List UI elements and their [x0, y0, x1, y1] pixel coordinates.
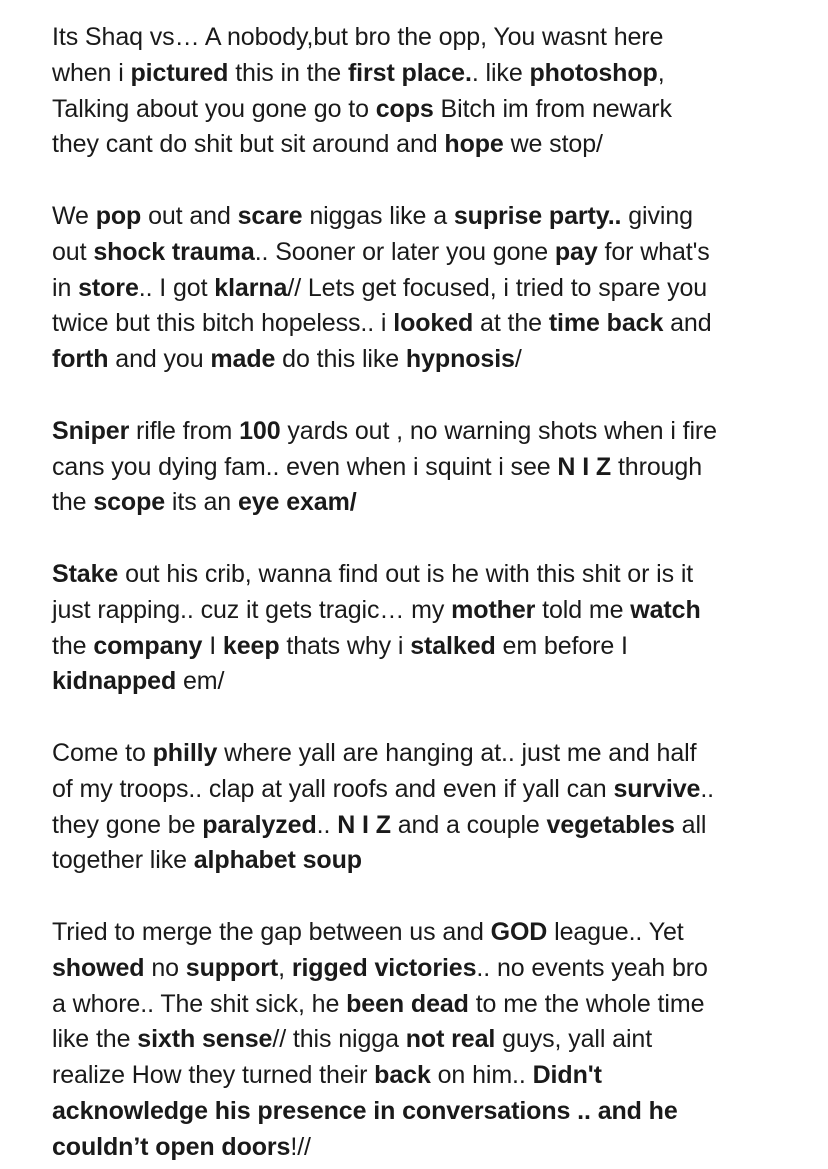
text-segment: do this like [275, 345, 406, 374]
bold-text-segment: scare [237, 201, 303, 230]
text-segment: rifle from [129, 416, 240, 445]
lyric-line [52, 915, 822, 951]
text-segment: and [663, 309, 712, 338]
text-segment: out his crib, wanna find out is he with this shit or is it [118, 559, 694, 588]
bold-text-segment: klarna [214, 273, 288, 302]
lyric-line [52, 1130, 822, 1166]
bold-text-segment: Sniper [52, 416, 130, 445]
lyric-line [52, 664, 822, 700]
lyric-line [52, 808, 822, 844]
lyric-line [52, 414, 822, 450]
text-segment: Come to [52, 738, 153, 767]
bold-text-segment: photoshop [529, 58, 658, 87]
bold-text-segment: Stake [52, 559, 119, 588]
text-segment: .. no events yeah bro [476, 953, 708, 982]
bold-text-segment: time back [548, 309, 664, 338]
bold-text-segment: alphabet soup [193, 846, 362, 875]
lyric-line [52, 772, 822, 808]
text-segment: together like [52, 846, 194, 875]
bold-text-segment: not real [405, 1025, 496, 1054]
bold-text-segment: company [93, 631, 203, 660]
lyric-line [52, 987, 822, 1023]
text-segment: through [611, 452, 703, 481]
bold-text-segment: N I Z [337, 810, 391, 839]
lyric-line [52, 56, 822, 92]
text-segment: for what's [597, 237, 710, 266]
text-segment: cans you dying fam.. even when i squint i see [52, 452, 558, 481]
text-segment: and a couple [390, 810, 547, 839]
bold-text-segment: suprise party.. [453, 201, 622, 230]
bold-text-segment: been dead [346, 989, 469, 1018]
stanza-3 [52, 414, 822, 521]
lyric-line [52, 235, 822, 271]
stanza-1 [52, 20, 822, 163]
text-segment: the [52, 631, 94, 660]
bold-text-segment: back [374, 1061, 431, 1090]
text-segment: We [52, 201, 96, 230]
text-segment: yards out , no warning shots when i fire [280, 416, 717, 445]
text-segment: Talking about you gone go to [52, 94, 376, 123]
text-segment: .. I got [138, 273, 215, 302]
lyric-line [52, 736, 822, 772]
text-segment: they cant do shit but sit around and [52, 130, 445, 159]
text-segment: , [657, 58, 665, 87]
text-segment: . like [471, 58, 530, 87]
text-segment: niggas like a [302, 201, 454, 230]
text-segment: to me the whole time [468, 989, 705, 1018]
bold-text-segment: first place. [347, 58, 472, 87]
text-segment: / [514, 345, 522, 374]
lyric-line [52, 1058, 822, 1094]
bold-text-segment: eye exam/ [237, 488, 357, 517]
bold-text-segment: sixth sense [137, 1025, 273, 1054]
text-segment: giving [621, 201, 693, 230]
bold-text-segment: pay [554, 237, 598, 266]
text-segment: league.. Yet [547, 917, 684, 946]
lyric-line [52, 557, 822, 593]
text-segment: no [144, 953, 186, 982]
text-segment: em before I [495, 631, 628, 660]
stanza-5 [52, 736, 822, 879]
lyric-line [52, 342, 822, 378]
bold-text-segment: philly [152, 738, 218, 767]
text-segment: where yall are hanging at.. just me and half [217, 738, 697, 767]
text-segment: out and [141, 201, 238, 230]
bold-text-segment: support [185, 953, 279, 982]
lyric-line [52, 951, 822, 987]
bold-text-segment: mother [451, 595, 536, 624]
lyric-line [52, 1022, 822, 1058]
bold-text-segment: survive [613, 774, 701, 803]
bold-text-segment: shock trauma [93, 237, 255, 266]
bold-text-segment: showed [52, 953, 145, 982]
lyric-line [52, 92, 822, 128]
bold-text-segment: scope [93, 488, 166, 517]
stanza-4 [52, 557, 822, 700]
text-segment: // Lets get focused, i tried to spare you [287, 273, 708, 302]
text-segment: in [52, 273, 79, 302]
bold-text-segment: vegetables [546, 810, 675, 839]
bold-text-segment: stalked [410, 631, 496, 660]
bold-text-segment: pop [95, 201, 142, 230]
lyric-line [52, 306, 822, 342]
bold-text-segment: GOD [490, 917, 548, 946]
text-segment: a whore.. The shit sick, he [52, 989, 347, 1018]
bold-text-segment: couldn’t open doors [52, 1132, 291, 1161]
text-segment: .. [700, 774, 715, 803]
lyric-line [52, 271, 822, 307]
bold-text-segment: forth [52, 345, 109, 374]
lyric-line [52, 1094, 822, 1130]
lyrics-document [52, 20, 822, 1166]
text-segment: out [52, 237, 94, 266]
bold-text-segment: pictured [130, 58, 229, 87]
lyric-line [52, 450, 822, 486]
text-segment: told me [535, 595, 631, 624]
text-segment: Tried to merge the gap between us and [52, 917, 491, 946]
bold-text-segment: keep [222, 631, 280, 660]
stanza-2 [52, 199, 822, 378]
bold-text-segment: store [78, 273, 139, 302]
text-segment: at the [473, 309, 549, 338]
bold-text-segment: acknowledge his presence in conversations .. and he [52, 1096, 678, 1125]
text-segment: on him.. [430, 1061, 533, 1090]
text-segment: // this nigga [272, 1025, 406, 1054]
text-segment: twice but this bitch hopeless.. i [52, 309, 394, 338]
text-segment: and you [108, 345, 211, 374]
text-segment: Bitch im from newark [433, 94, 672, 123]
bold-text-segment: watch [630, 595, 701, 624]
lyric-line [52, 127, 822, 163]
bold-text-segment: paralyzed [202, 810, 317, 839]
stanza-6 [52, 915, 822, 1166]
lyric-line [52, 843, 822, 879]
text-segment: the [52, 488, 94, 517]
lyric-line [52, 485, 822, 521]
text-segment: all [674, 810, 707, 839]
text-segment: just rapping.. cuz it gets tragic… my [52, 595, 452, 624]
text-segment: of my troops.. clap at yall roofs and even if yall can [52, 774, 614, 803]
bold-text-segment: kidnapped [52, 667, 177, 696]
text-segment: its an [165, 488, 238, 517]
text-segment: like the [52, 1025, 138, 1054]
lyric-line [52, 629, 822, 665]
text-segment: Its Shaq vs… A nobody,but bro the opp, You wasnt here [52, 23, 664, 51]
bold-text-segment: rigged victories [291, 953, 477, 982]
bold-text-segment: 100 [239, 416, 281, 445]
bold-text-segment: Didn't [532, 1061, 602, 1090]
text-segment: !// [290, 1132, 311, 1161]
text-segment: we stop/ [503, 130, 603, 159]
text-segment: I [202, 631, 223, 660]
bold-text-segment: made [210, 345, 276, 374]
text-segment: guys, yall aint [495, 1025, 653, 1054]
bold-text-segment: hope [444, 130, 504, 159]
text-segment: .. [316, 810, 338, 839]
text-segment: this in the [228, 58, 348, 87]
text-segment: em/ [176, 667, 225, 696]
lyric-line [52, 593, 822, 629]
lyric-line [52, 20, 822, 56]
bold-text-segment: N I Z [557, 452, 612, 481]
bold-text-segment: looked [393, 309, 474, 338]
lyric-line [52, 199, 822, 235]
text-segment: thats why i [279, 631, 411, 660]
text-segment: realize How they turned their [52, 1061, 375, 1090]
bold-text-segment: hypnosis [405, 345, 515, 374]
text-segment: .. Sooner or later you gone [254, 237, 555, 266]
bold-text-segment: cops [375, 94, 434, 123]
text-segment: , [278, 953, 292, 982]
text-segment: they gone be [52, 810, 203, 839]
text-segment: when i [52, 58, 131, 87]
